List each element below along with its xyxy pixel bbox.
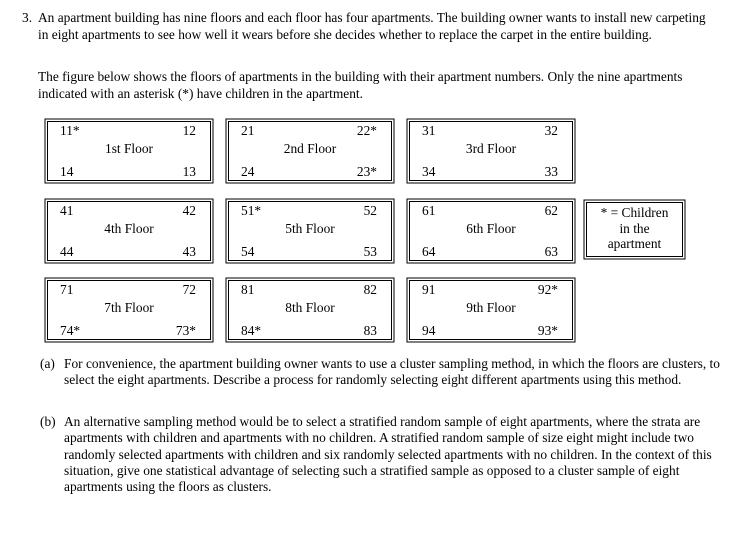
- apt-41: 41: [60, 203, 74, 218]
- apt-33: 33: [544, 164, 558, 179]
- floor-5-box: [228, 201, 392, 261]
- floor-9-box: [409, 280, 573, 340]
- apt-34: 34: [422, 164, 436, 179]
- floor-6-box: [409, 201, 573, 261]
- question-number: 3.: [22, 10, 33, 25]
- apt-51: 51*: [241, 203, 262, 218]
- apt-14: 14: [60, 164, 74, 179]
- apt-73: 73*: [175, 323, 196, 338]
- legend-line-3: apartment: [607, 236, 662, 251]
- apt-92: 92*: [537, 282, 558, 297]
- floor-4-box: [47, 201, 211, 261]
- apt-71: 71: [60, 282, 74, 297]
- apt-31: 31: [422, 123, 436, 138]
- part-a-text: For convenience, the apartment building owner wants to use a cluster sampling method, in which the floors are clusters, to select the eight apartments. Describe a process for randomly selecting eight different apartments using this method.: [64, 356, 720, 388]
- part-b: [40, 414, 720, 495]
- part-b-text: An alternative sampling method would be to select a stratified random sample of eight apartments, where the strata are apartments with children and apartments with no children. A stratified random sample of size eight might include two randomly selected apartments with children and six randomly selected apartments with no children. In the context of this situation, give one statistical advantage of selecting such a stratified sample as opposed to a cluster sample of eight apartments using the floors as clusters.: [64, 414, 712, 495]
- floor-8-label: 8th Floor: [285, 300, 335, 315]
- floor-7-box: [47, 280, 211, 340]
- floor-6-label: 6th Floor: [466, 221, 516, 236]
- floor-3-box: [409, 121, 573, 181]
- apt-74: 74*: [60, 323, 81, 338]
- floor-1-box: [47, 121, 211, 181]
- apt-63: 63: [544, 244, 558, 259]
- part-a-label: (a): [40, 356, 55, 371]
- apt-13: 13: [182, 164, 196, 179]
- floor-2-box: [228, 121, 392, 181]
- apt-52: 52: [363, 203, 377, 218]
- apt-61: 61: [422, 203, 436, 218]
- apt-94: 94: [422, 323, 436, 338]
- floor-9-label: 9th Floor: [466, 300, 516, 315]
- apt-23: 23*: [356, 164, 377, 179]
- apt-83: 83: [363, 323, 377, 338]
- apt-11: 11*: [60, 123, 80, 138]
- apt-12: 12: [182, 123, 196, 138]
- apt-44: 44: [60, 244, 74, 259]
- apt-22: 22*: [356, 123, 377, 138]
- part-a: [40, 356, 720, 389]
- apt-32: 32: [544, 123, 558, 138]
- apt-72: 72: [182, 282, 196, 297]
- apt-62: 62: [544, 203, 558, 218]
- apt-64: 64: [422, 244, 436, 259]
- apt-81: 81: [241, 282, 255, 297]
- apt-91: 91: [422, 282, 436, 297]
- floor-7-label: 7th Floor: [104, 300, 154, 315]
- apt-54: 54: [241, 244, 255, 259]
- apt-84: 84*: [241, 323, 262, 338]
- floor-1-label: 1st Floor: [105, 141, 153, 156]
- legend-line-2: in the: [619, 220, 650, 236]
- floor-4-label: 4th Floor: [104, 221, 154, 236]
- apt-93: 93*: [537, 323, 558, 338]
- figure-description: The figure below shows the floors of apartments in the building with their apartment numbers. Only the nine apartments indicated with an asterisk (*) have children in the apartment.: [38, 69, 683, 101]
- apt-42: 42: [182, 203, 196, 218]
- floor-3-label: 3rd Floor: [465, 141, 517, 156]
- question-intro: An apartment building has nine floors and each floor has four apartments. The building owner wants to install new carpeting in eight apartments to see how well it wears before she decides whether to replace the carpet in the entire building.: [38, 10, 706, 42]
- part-b-label: (b): [40, 414, 56, 429]
- legend-box: [586, 202, 683, 257]
- apt-53: 53: [363, 244, 377, 259]
- legend-line-1: * = Children: [600, 205, 669, 220]
- apt-21: 21: [241, 123, 255, 138]
- apt-24: 24: [241, 164, 255, 179]
- floor-2-label: 2nd Floor: [283, 141, 337, 156]
- floor-5-label: 5th Floor: [285, 221, 335, 236]
- floor-8-box: [228, 280, 392, 340]
- apt-82: 82: [363, 282, 377, 297]
- apt-43: 43: [182, 244, 196, 259]
